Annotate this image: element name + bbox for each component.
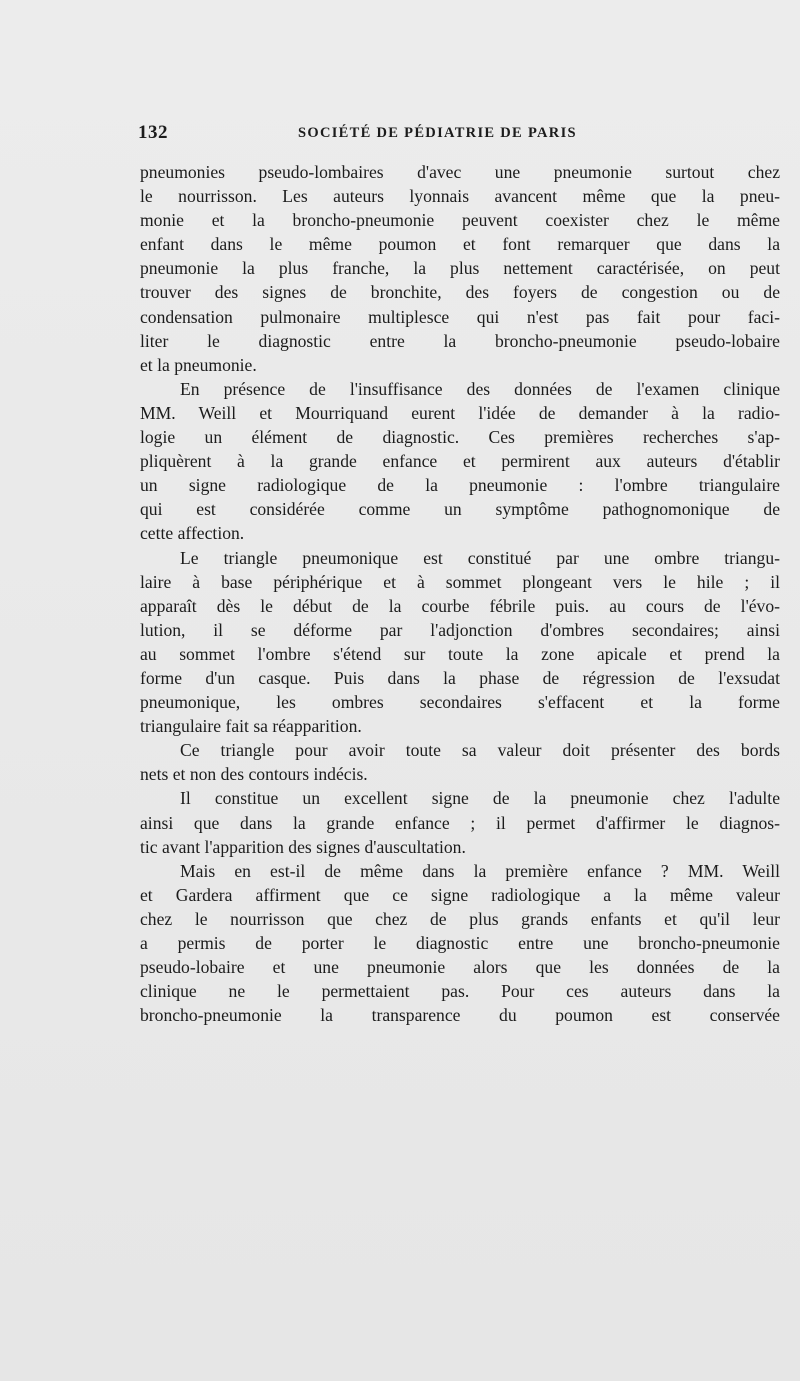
- text-line: MM. Weill et Mourriquand eurent l'idée de demander à la radio-: [140, 402, 780, 423]
- text-line: condensation pulmonaire multiplesce qui n'est pas fait pour faci-: [140, 306, 780, 327]
- text-line: qui est considérée comme un symptôme pathognomonique de: [140, 499, 780, 520]
- text-line: laire à base périphérique et à sommet plongeant vers le hile ; il: [140, 571, 780, 592]
- text-line: un signe radiologique de la pneumonie : l'ombre triangulaire: [140, 475, 780, 496]
- paragraph: [140, 786, 780, 858]
- text-line: chez le nourrisson que chez de plus grands enfants et qu'il leur: [140, 908, 780, 929]
- text-line: trouver des signes de bronchite, des foyers de congestion ou de: [140, 282, 780, 303]
- text-line: pseudo-lobaire et une pneumonie alors que les données de la: [140, 957, 780, 978]
- text-line: Le triangle pneumonique est constitué par une ombre triangu-: [180, 547, 780, 568]
- text-line: apparaît dès le début de la courbe fébrile puis. au cours de l'évo-: [140, 595, 780, 616]
- text-line: liter le diagnostic entre la broncho-pneumonie pseudo-lobaire: [140, 330, 780, 351]
- text-line: le nourrisson. Les auteurs lyonnais avancent même que la pneu-: [140, 186, 780, 207]
- text-line: tic avant l'apparition des signes d'auscultation.: [140, 836, 466, 857]
- page-header: [138, 122, 778, 152]
- text-line: au sommet l'ombre s'étend sur toute la zone apicale et prend la: [140, 643, 780, 664]
- running-head: SOCIÉTÉ DE PÉDIATRIE DE PARIS: [298, 125, 577, 141]
- text-line: En présence de l'insuffisance des données de l'examen clinique: [180, 378, 780, 399]
- paragraph: [140, 377, 780, 546]
- text-line: pneumonique, les ombres secondaires s'effacent et la forme: [140, 692, 780, 713]
- text-line: lution, il se déforme par l'adjonction d'ombres secondaires; ainsi: [140, 619, 780, 640]
- body-text: [140, 160, 780, 1027]
- text-line: et la pneumonie.: [140, 354, 257, 375]
- text-line: nets et non des contours indécis.: [140, 764, 368, 785]
- text-line: broncho-pneumonie la transparence du poumon est conservée: [140, 1005, 780, 1026]
- text-line: a permis de porter le diagnostic entre une broncho-pneumonie: [140, 933, 780, 953]
- text-line: enfant dans le même poumon et font remarquer que dans la: [140, 234, 780, 255]
- paragraph: [140, 546, 780, 739]
- text-line: pneumonies pseudo-lombaires d'avec une pneumonie surtout chez: [140, 162, 780, 182]
- paragraph: [140, 738, 780, 786]
- text-line: monie et la broncho-pneumonie peuvent coexister chez le même: [140, 210, 780, 231]
- text-line: ainsi que dans la grande enfance ; il permet d'affirmer le diagnos-: [140, 812, 780, 833]
- text-line: cette affection.: [140, 523, 245, 544]
- text-line: Il constitue un excellent signe de la pneumonie chez l'adulte: [180, 788, 780, 809]
- text-line: et Gardera affirment que ce signe radiologique a la même valeur: [140, 884, 780, 905]
- page-number: 132: [138, 122, 168, 143]
- text-line: clinique ne le permettaient pas. Pour ces auteurs dans la: [140, 981, 780, 1002]
- text-line: triangulaire fait sa réapparition.: [140, 716, 362, 737]
- text-line: pneumonie la plus franche, la plus nettement caractérisée, on peut: [140, 258, 780, 279]
- text-line: Mais en est-il de même dans la première enfance ? MM. Weill: [180, 860, 780, 881]
- text-line: forme d'un casque. Puis dans la phase de régression de l'exsudat: [140, 667, 780, 688]
- text-line: pliquèrent à la grande enfance et permirent aux auteurs d'établir: [140, 451, 780, 472]
- text-line: logie un élément de diagnostic. Ces premières recherches s'ap-: [140, 427, 780, 448]
- text-line: Ce triangle pour avoir toute sa valeur doit présenter des bords: [180, 740, 780, 761]
- paragraph: [140, 160, 780, 377]
- paragraph: [140, 859, 780, 1028]
